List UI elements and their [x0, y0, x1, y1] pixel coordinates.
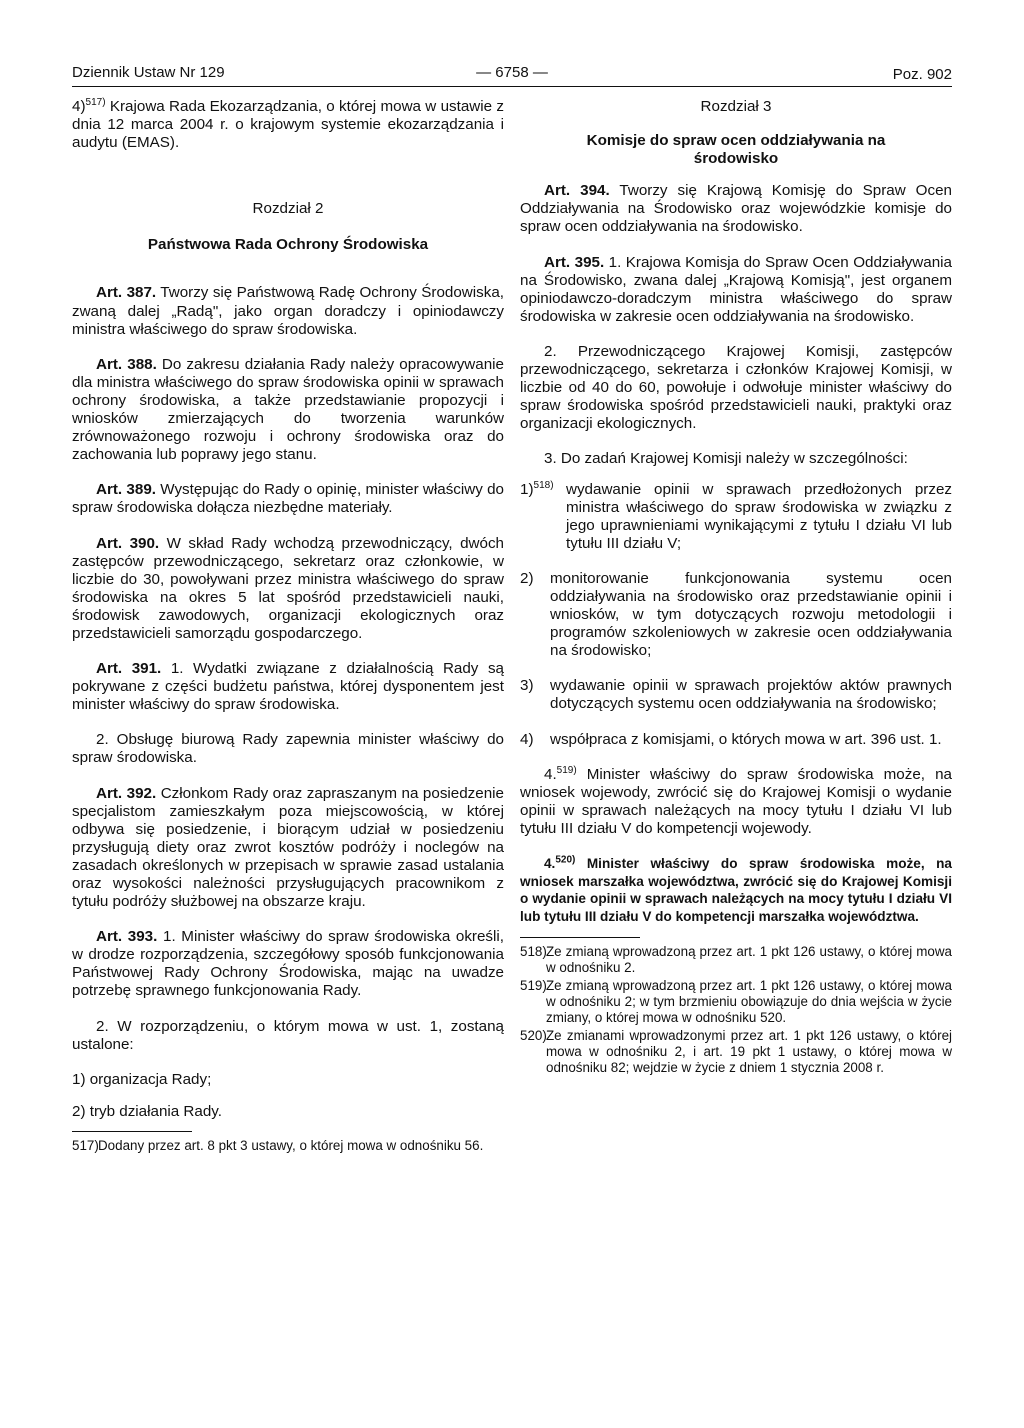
footnote-divider	[520, 937, 640, 938]
article-393-item-1: 1) organizacja Rady;	[72, 1070, 212, 1088]
right-column	[520, 98, 952, 1078]
article-395-paragraph-2: 2. Przewodniczącego Krajowej Komisji, zastępców przewodniczącego, sekretarza i członków Krajowej Komisji, w liczbie od 40 do 60, powołuje i odwołuje minister właściwy do spraw środowiska spośród przedstawicieli nauki, praktyki oraz organizacji ekologicznych.	[520, 342, 952, 433]
footnote-number: 519)	[520, 978, 547, 993]
chapter-title: Komisje do spraw ocen oddziaływania na środowisko	[586, 132, 886, 168]
footnote-text: Ze zmianami wprowadzonymi przez art. 1 pkt 126 ustawy, o której mowa w odnośniku 2, i art. 19 pkt 1 ustawy, o której mowa w odnośniku 82; wejdzie w życie z dniem 1 stycznia 2008 r.	[546, 1028, 952, 1075]
article-395-paragraph-4b	[520, 855, 952, 925]
article-text: 1. Minister właściwy do spraw środowiska określi, w drodze rozporządzenia, szczegółowy sposób funkcjonowania Państwowej Rady Ochrony Środowiska, mając na uwadze potrzebę sprawnego funkcjonowania Rady.	[72, 928, 504, 1000]
footnote-ref: 518)	[533, 479, 554, 491]
article-393-paragraph-2: 2. W rozporządzeniu, o którym mowa w ust. 1, zostaną ustalone:	[72, 1017, 504, 1053]
list-item-4	[72, 98, 504, 152]
footnote-number: 518)	[520, 944, 547, 959]
paragraph-number: 4.	[544, 856, 556, 871]
article-text: Występując do Rady o opinię, minister właściwy do spraw środowiska dołącza niezbędne materiały.	[72, 481, 504, 517]
article-394	[520, 182, 952, 236]
task-item-4	[520, 731, 952, 749]
task-item-1	[520, 481, 952, 553]
article-label: Art. 387.	[96, 284, 157, 302]
page-number: — 6758 —	[476, 64, 548, 81]
item-number: 4)	[520, 730, 534, 748]
article-label: Art. 392.	[96, 784, 157, 802]
article-label: Art. 388.	[96, 355, 157, 373]
article-391	[72, 660, 504, 714]
article-391-paragraph-2: 2. Obsługę biurową Rady zapewnia minister właściwy do spraw środowiska.	[72, 731, 504, 767]
item-text: monitorowanie funkcjonowania systemu ocen oddziaływania na środowisko oraz przedstawianie opinii i wniosków, w tym dotyczących rozwoju metodologii i programów szkoleniowych w zakresie ocen oddziaływania na środowisko;	[550, 569, 952, 660]
chapter-label: Rozdział 3	[700, 98, 772, 115]
article-label: Art. 393.	[96, 928, 158, 946]
item-number	[520, 481, 554, 499]
footnote-text: Ze zmianą wprowadzoną przez art. 1 pkt 126 ustawy, o której mowa w odnośniku 2; w tym brzmieniu obowiązuje do dnia wejścia w życie zmiany, o której mowa w odnośniku 520.	[546, 978, 952, 1025]
item-number: 4)	[72, 98, 86, 115]
article-388	[72, 356, 504, 465]
footnote-519	[520, 978, 952, 1026]
article-text: Członkom Rady oraz zapraszanym na posiedzenie specjalistom zamieszkałym poza miejscowością, w której odbywa się posiedzenie, i biorącym udział w posiedzeniu przysługują diety oraz zwrot kosztów podróży i noclegów na zasadach określonych w przepisach w sprawie zasad ustalania oraz wysokości należności przysługujących pracownikom z tytułu podróży służbowej na obszarze kraju.	[72, 784, 504, 911]
item-text: wydawanie opinii w sprawach projektów aktów prawnych dotyczących systemu ocen oddziaływania na środowisko;	[550, 677, 952, 713]
footnote-517	[72, 1138, 504, 1154]
article-text: Tworzy się Krajową Komisję do Spraw Ocen Oddziaływania na Środowisko oraz wojewódzkie komisje do spraw ocen oddziaływania na środowisko.	[520, 182, 952, 236]
task-item-2	[520, 570, 952, 660]
footnote-520	[520, 1028, 952, 1076]
item-text: Krajowa Rada Ekozarządzania, o której mowa w ustawie z dnia 12 marca 2004 r. o krajowym systemie ekozarządzania i audytu (EMAS).	[72, 98, 504, 152]
article-label: Art. 389.	[96, 481, 156, 499]
article-text: 1. Wydatki związane z działalnością Rady są pokrywane z części budżetu państwa, której dysponentem jest minister właściwy do spraw środowiska.	[72, 660, 504, 714]
footnote-text: Ze zmianą wprowadzoną przez art. 1 pkt 126 ustawy, o której mowa w odnośniku 2.	[546, 944, 952, 975]
article-text: Tworzy się Państwową Radę Ochrony Środowiska, zwaną dalej „Radą", jako organ doradczy i opiniodawczy ministra właściwego do spraw środowiska.	[72, 284, 504, 338]
article-label: Art. 395.	[544, 253, 605, 271]
article-text: 1. Krajowa Komisja do Spraw Ocen Oddziaływania na Środowisko, zwana dalej „Krajową Komisją", jest organem opiniodawczo-doradczym ministra właściwego do spraw środowiska w zakresie ocen oddziaływania na środowisko.	[520, 253, 952, 325]
article-392	[72, 785, 504, 912]
chapter-label: Rozdział 2	[252, 200, 324, 218]
item-number: 2)	[520, 569, 534, 587]
article-393	[72, 928, 504, 1000]
item-text: współpraca z komisjami, o których mowa w art. 396 ust. 1.	[550, 730, 942, 748]
article-label: Art. 394.	[544, 182, 610, 200]
task-item-3	[520, 677, 952, 713]
paragraph-number: 4.	[544, 765, 557, 783]
footnote-number: 520)	[520, 1028, 547, 1043]
footnote-divider	[72, 1131, 192, 1132]
position-number: Poz. 902	[892, 66, 952, 83]
article-389	[72, 481, 504, 517]
item-text: wydawanie opinii w sprawach przedłożonych przez ministra właściwego do spraw środowiska w związku z jego uprawnieniami wynikającymi z tytułu I działu VI lub tytułu III działu V;	[566, 480, 952, 552]
article-390	[72, 535, 504, 644]
article-label: Art. 391.	[96, 660, 162, 678]
article-393-item-2: 2) tryb działania Rady.	[72, 1102, 222, 1120]
chapter-title: Państwowa Rada Ochrony Środowiska	[147, 236, 429, 254]
article-395	[520, 254, 952, 326]
footnote-ref: 517)	[85, 96, 106, 108]
header-divider	[72, 86, 952, 87]
footnote-ref: 520)	[555, 854, 576, 866]
paragraph-text: Minister właściwy do spraw środowiska może, na wniosek wojewody, zwrócić się do Krajowej Komisji o wydanie opinii w sprawach należących na mocy tytułu I działu VI lub tytułu III działu V do kompetencji wojewody.	[520, 765, 952, 837]
left-column	[72, 98, 504, 1156]
page-header	[72, 60, 952, 84]
footnote-number: 517)	[72, 1137, 99, 1153]
footnote-518	[520, 944, 952, 976]
article-text: Do zakresu działania Rady należy opracowywanie dla ministra właściwego do spraw środowiska opinii w sprawach ochrony środowiska, a także przedstawianie propozycji i wniosków zmierzających do tworzenia warunków zrównoważonego rozwoju i ochrony środowiska oraz do zachowania lub poprawy jego stanu.	[72, 355, 504, 464]
footnote-text: Dodany przez art. 8 pkt 3 ustawy, o której mowa w odnośniku 56.	[98, 1137, 484, 1153]
item-number-text: 1)	[520, 480, 534, 498]
paragraph-text: Minister właściwy do spraw środowiska może, na wniosek marszałka województwa, zwrócić się do Krajowej Komisji o wydanie opinii w sprawach należących na mocy tytułu I działu VI lub tytułu III działu V do kompetencji marszałka województwa.	[520, 856, 952, 924]
item-number: 3)	[520, 677, 534, 695]
article-label: Art. 390.	[96, 534, 160, 552]
footnote-ref: 519)	[556, 764, 577, 776]
article-395-paragraph-3: 3. Do zadań Krajowej Komisji należy w szczególności:	[544, 450, 908, 468]
journal-title: Dziennik Ustaw Nr 129	[72, 64, 225, 81]
article-text: W skład Rady wchodzą przewodniczący, dwóch zastępców przewodniczącego, sekretarz oraz członkowie, w liczbie do 30, powoływani przez ministra właściwego do spraw środowiska na okres 5 lat spośród przedstawicieli nauki, środowisk zawodowych, organizacji ekologicznych oraz przedstawicieli samorządu gospodarczego.	[72, 534, 504, 642]
article-387	[72, 284, 504, 338]
article-395-paragraph-4a	[520, 766, 952, 838]
